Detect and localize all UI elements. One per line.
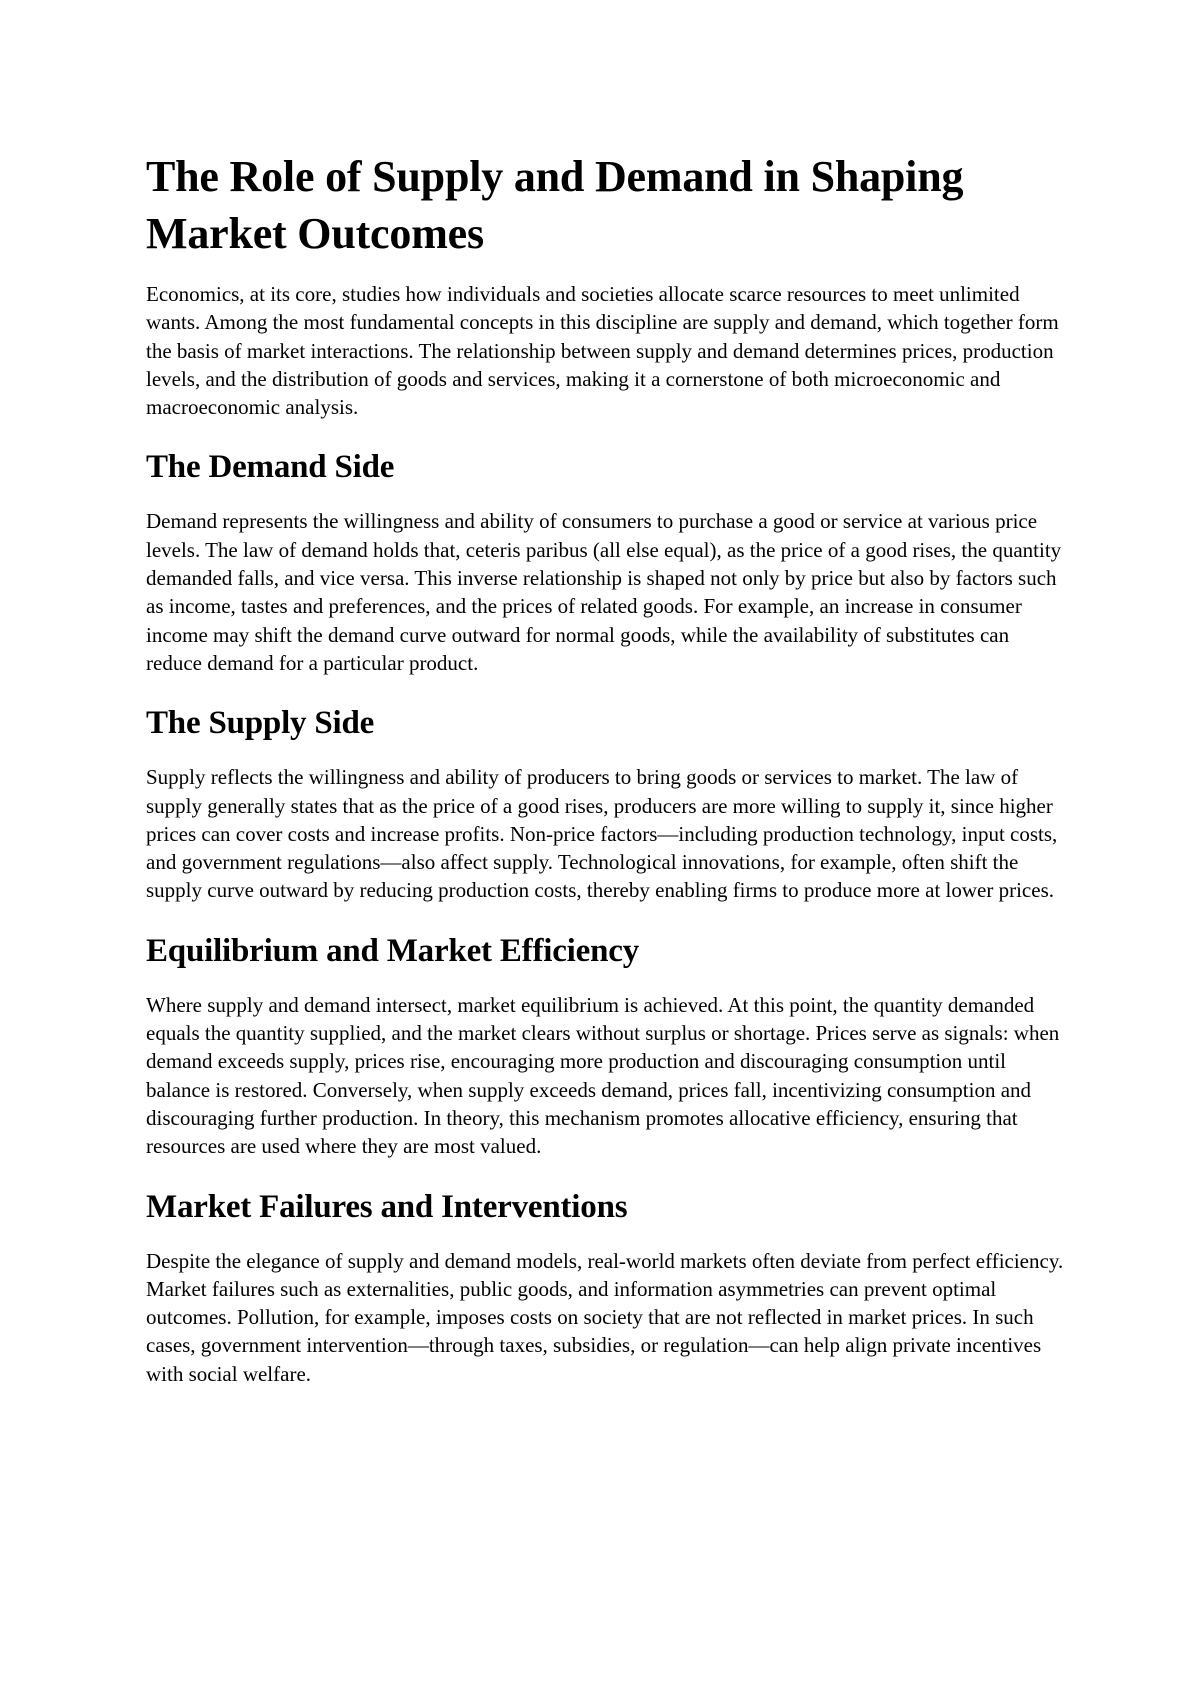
section-heading-equilibrium: Equilibrium and Market Efficiency <box>146 932 639 969</box>
section-body-demand: Demand represents the willingness and ability of consumers to purchase a good or service at various price levels. The law of demand holds that, ceteris paribus (all else equal), as the price of a good rises, the quantity demanded falls, and vice versa. This inverse relationship is shaped not only by price but also by factors such as income, tastes and preferences, and the prices of related goods. For example, an increase in consumer income may shift the demand curve outward for normal goods, while the availability of substitutes can reduce demand for a particular product. <box>146 509 1062 675</box>
document-page <box>146 148 1066 1388</box>
section-heading-demand: The Demand Side <box>146 449 395 486</box>
intro-paragraph: Economics, at its core, studies how individuals and societies allocate scarce resources to meet unlimited wants. Among the most fundamental concepts in this discipline are supply and demand, which together form the basis of market interactions. The relationship between supply and demand determines prices, production levels, and the distribution of goods and services, making it a cornerstone of both microeconomic and macroeconomic analysis. <box>146 282 1059 420</box>
section-heading-market-failures: Market Failures and Interventions <box>146 1188 628 1225</box>
document-title: The Role of Supply and Demand in Shaping Market Outcomes <box>146 152 964 258</box>
section-heading-supply: The Supply Side <box>146 705 375 742</box>
section-body-market-failures: Despite the elegance of supply and demand models, real-world markets often deviate from perfect efficiency. Market failures such as externalities, public goods, and information asymmetries can prevent optimal outcomes. Pollution, for example, imposes costs on society that are not reflected in market prices. In such cases, government intervention—through taxes, subsidies, or regulation—can help align private incentives with social welfare. <box>146 1248 1064 1386</box>
section-body-supply: Supply reflects the willingness and ability of producers to bring goods or services to market. The law of supply generally states that as the price of a good rises, producers are more willing to supply it, since higher prices can cover costs and increase profits. Non-price factors—including production technology, input costs, and government regulations—also affect supply. Technological innovations, for example, often shift the supply curve outward by reducing production costs, thereby enabling firms to produce more at lower prices. <box>146 765 1058 903</box>
section-body-equilibrium: Where supply and demand intersect, market equilibrium is achieved. At this point, the quantity demanded equals the quantity supplied, and the market clears without surplus or shortage. Prices serve as signals: when demand exceeds supply, prices rise, encouraging more production and discouraging consumption until balance is restored. Conversely, when supply exceeds demand, prices fall, incentivizing consumption and discouraging further production. In theory, this mechanism promotes allocative efficiency, ensuring that resources are used where they are most valued. <box>146 992 1060 1159</box>
